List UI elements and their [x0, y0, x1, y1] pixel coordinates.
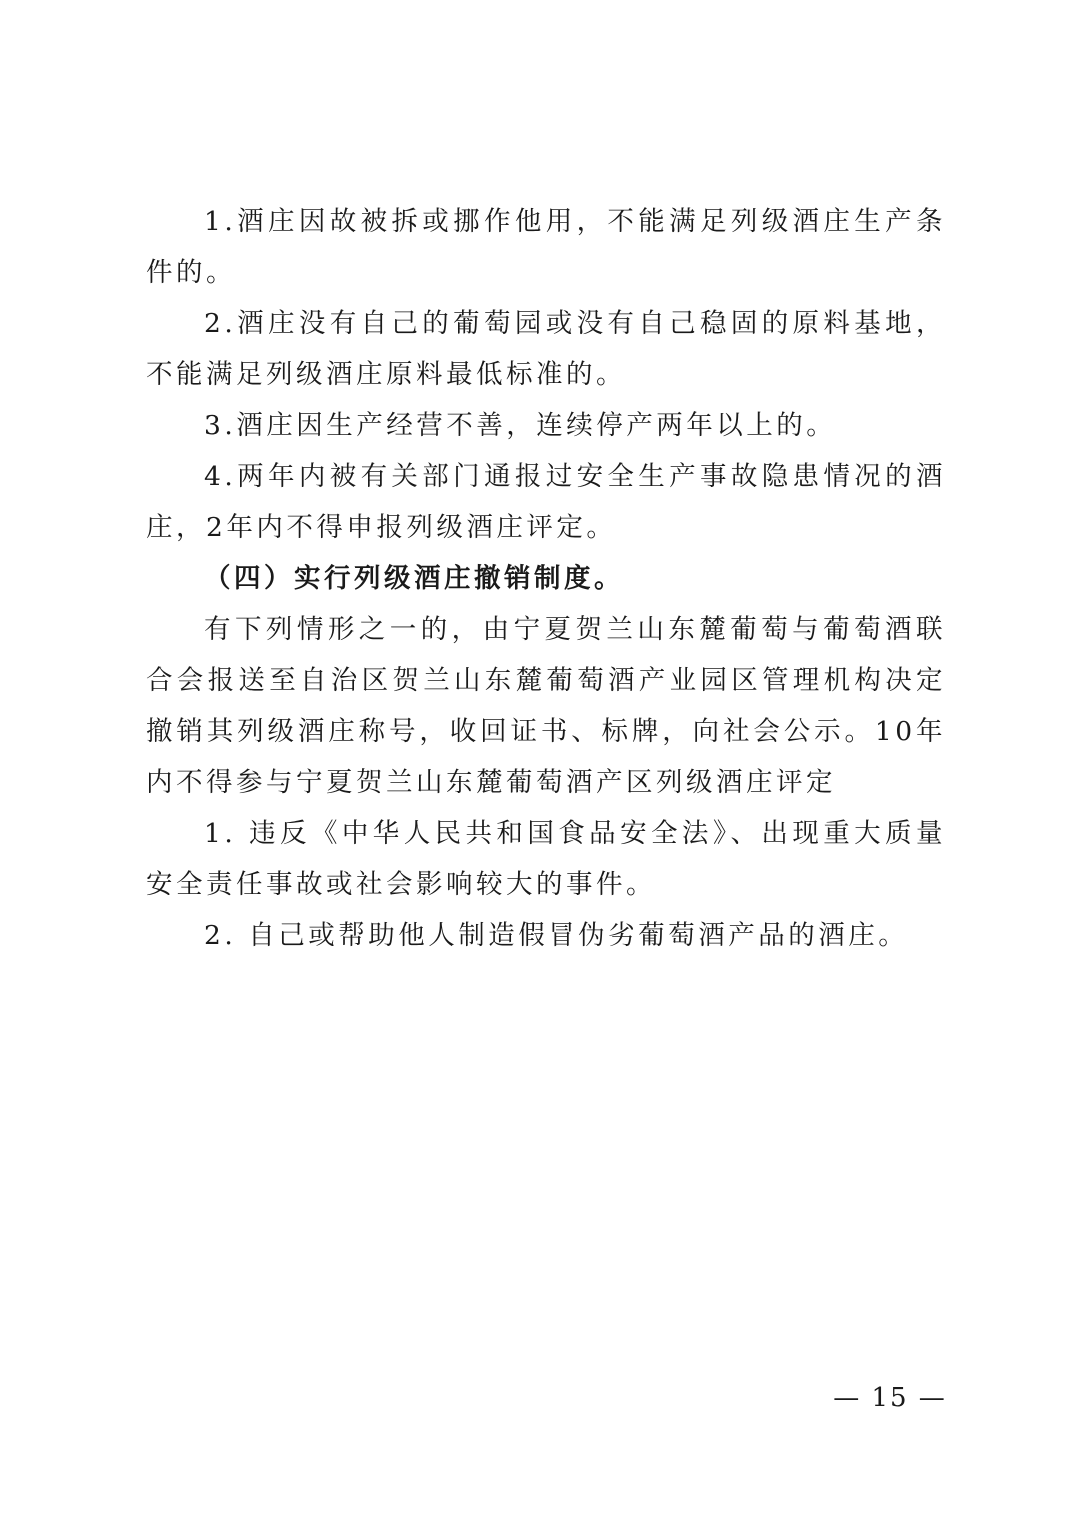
paragraph-2: 2.酒庄没有自己的葡萄园或没有自己稳固的原料基地，不能满足列级酒庄原料最低标准的。	[146, 308, 946, 390]
section-item-1: 1. 违反《中华人民共和国食品安全法》、出现重大质量安全责任事故或社会影响较大的事件。	[146, 818, 946, 900]
section-item-2: 2. 自己或帮助他人制造假冒伪劣葡萄酒产品的酒庄。	[204, 920, 909, 951]
document-body	[146, 196, 946, 961]
paragraph-3: 3.酒庄因生产经营不善，连续停产两年以上的。	[204, 410, 837, 441]
section-heading: （四）实行列级酒庄撤销制度。	[204, 563, 624, 594]
section-intro-paragraph: 有下列情形之一的，由宁夏贺兰山东麓葡萄与葡萄酒联合会报送至自治区贺兰山东麓葡萄酒产业园区管理机构决定撤销其列级酒庄称号，收回证书、标牌，向社会公示。10年内不得参与宁夏贺兰山东麓葡萄酒产区列级酒庄评定	[146, 614, 946, 798]
paragraph-1: 1.酒庄因故被拆或挪作他用，不能满足列级酒庄生产条件的。	[146, 206, 946, 288]
paragraph-4: 4.两年内被有关部门通报过安全生产事故隐患情况的酒庄，2年内不得申报列级酒庄评定。	[146, 461, 946, 543]
page-number: — 15 —	[833, 1383, 947, 1413]
